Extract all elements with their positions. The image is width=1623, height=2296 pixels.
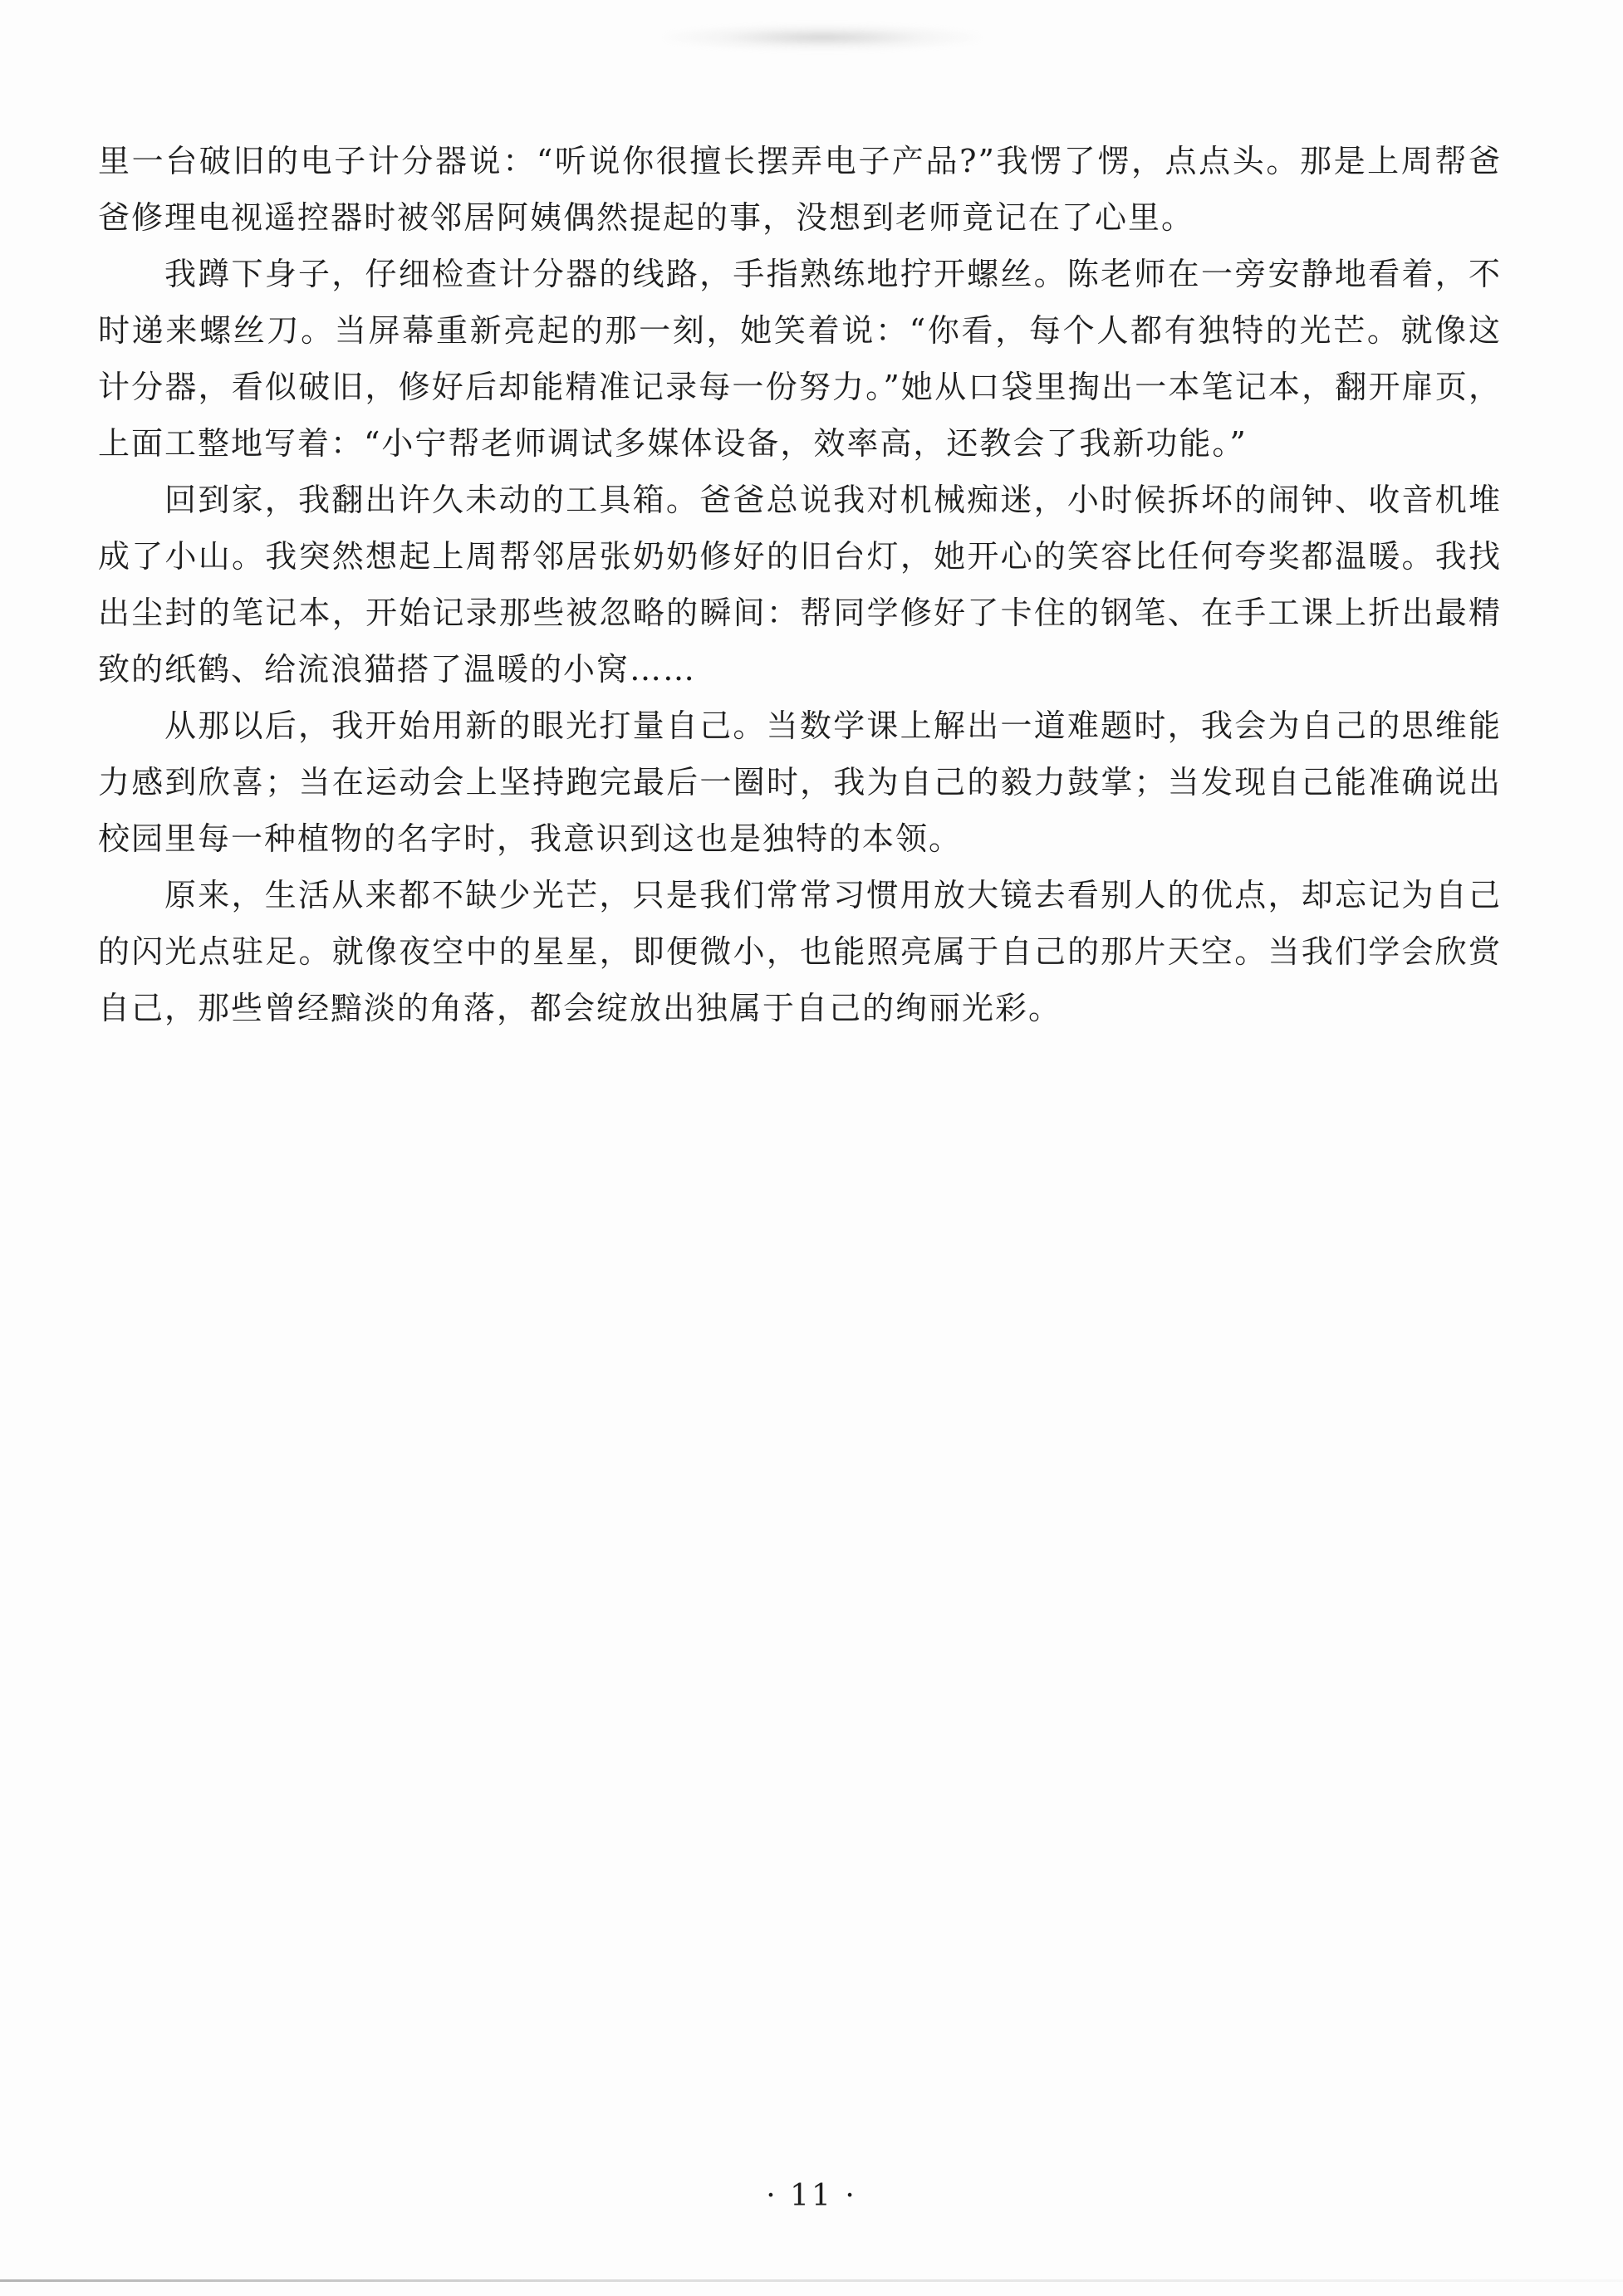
scan-smudge xyxy=(664,23,980,51)
paragraph: 原来，生活从来都不缺少光芒，只是我们常常习惯用放大镜去看别人的优点，却忘记为自己的闪光点驻足。就像夜空中的星星，即便微小，也能照亮属于自己的那片天空。当我们学会欣赏自己，那些曾经黯淡的角落，都会绽放出独属于自己的绚丽光彩。 xyxy=(98,877,1502,1026)
page-number: · 11 · xyxy=(766,2179,857,2213)
paragraph: 我蹲下身子，仔细检查计分器的线路，手指熟练地拧开螺丝。陈老师在一旁安静地看着，不时递来螺丝刀。当屏幕重新亮起的那一刻，她笑着说：“你看，每个人都有独特的光芒。就像这计分器，看似破旧，修好后却能精准记录每一份努力。”她从口袋里掏出一本笔记本，翻开扉页，上面工整地写着：“小宁帮老师调试多媒体设备，效率高，还教会了我新功能。” xyxy=(98,256,1502,462)
paragraph: 回到家，我翻出许久未动的工具箱。爸爸总说我对机械痴迷，小时候拆坏的闹钟、收音机堆成了小山。我突然想起上周帮邻居张奶奶修好的旧台灯，她开心的笑容比任何夸奖都温暖。我找出尘封的笔记本，开始记录那些被忽略的瞬间：帮同学修好了卡住的钢笔、在手工课上折出最精致的纸鹤、给流浪猫搭了温暖的小窝…… xyxy=(98,482,1502,688)
body-text xyxy=(98,133,1502,1036)
paragraph: 从那以后，我开始用新的眼光打量自己。当数学课上解出一道难题时，我会为自己的思维能力感到欣喜；当在运动会上坚持跑完最后一圈时，我为自己的毅力鼓掌；当发现自己能准确说出校园里每一种植物的名字时，我意识到这也是独特的本领。 xyxy=(98,707,1502,857)
paragraph-continued: 里一台破旧的电子计分器说：“听说你很擅长摆弄电子产品?”我愣了愣，点点头。那是上周帮爸爸修理电视遥控器时被邻居阿姨偶然提起的事，没想到老师竟记在了心里。 xyxy=(98,143,1502,236)
bottom-edge-line xyxy=(0,2279,1623,2282)
